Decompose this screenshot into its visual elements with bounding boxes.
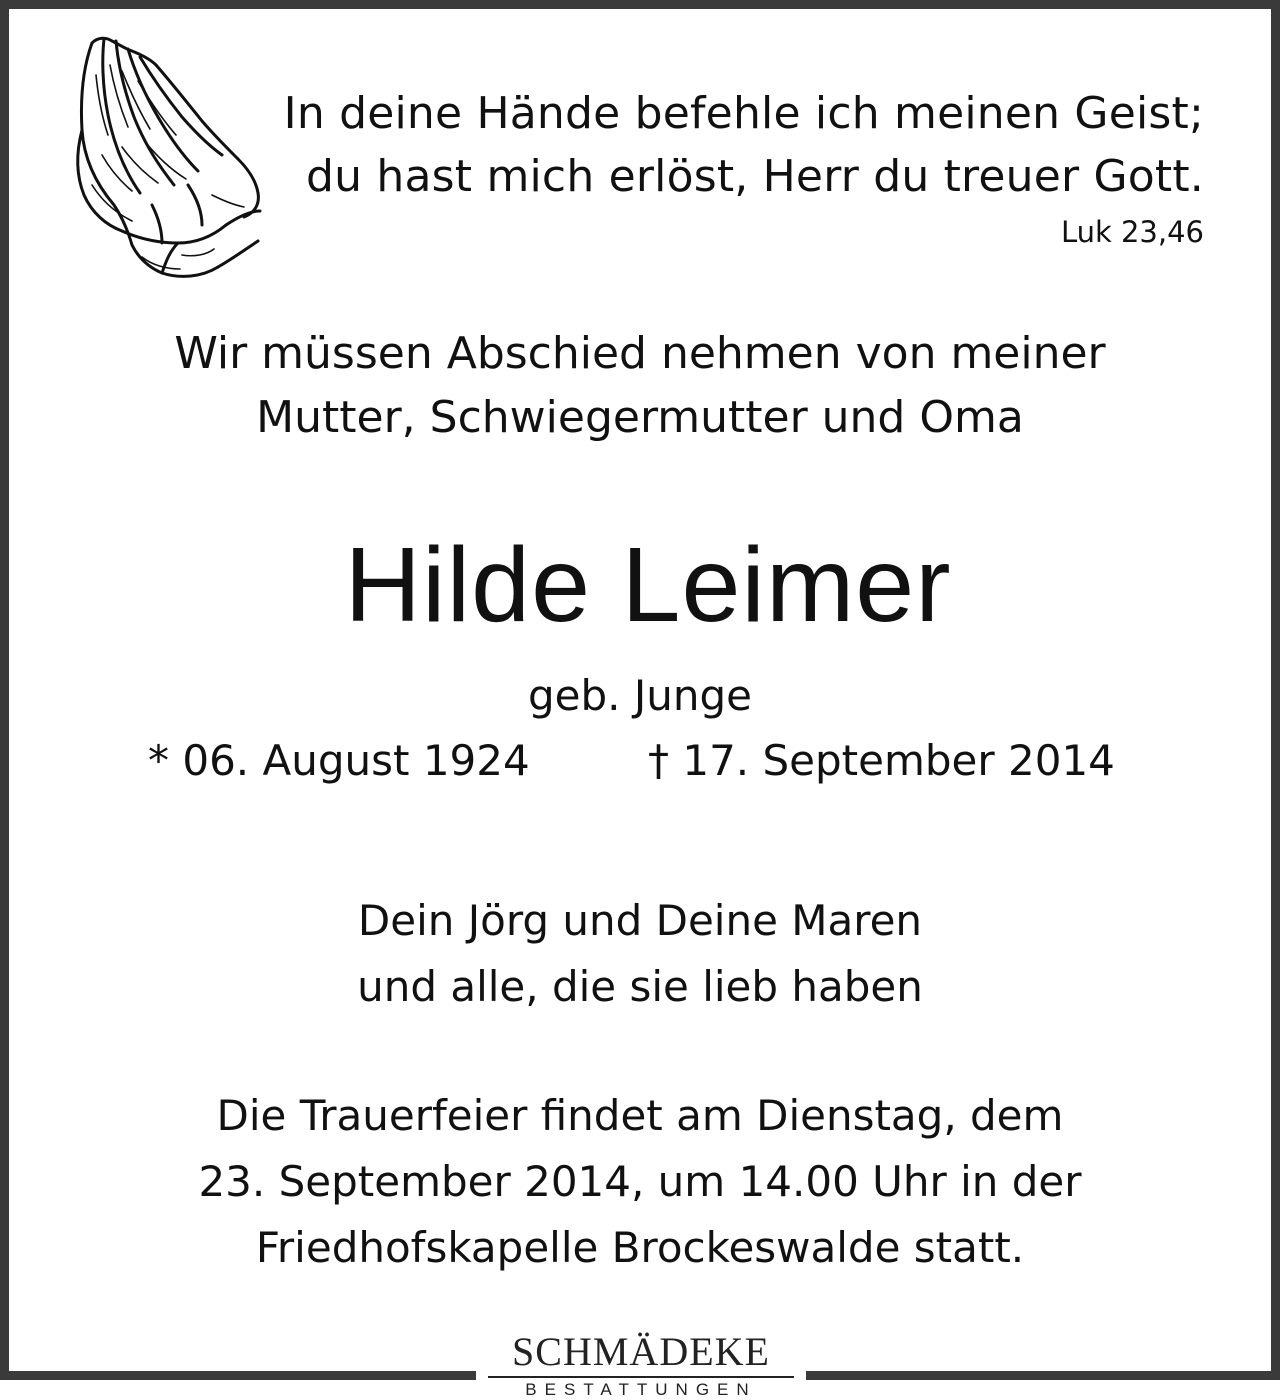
intro-line: Mutter, Schwiegermutter und Oma <box>256 392 1024 443</box>
frame-bottom-left-border <box>0 1371 476 1380</box>
logo-name: SCHMÄDEKE <box>512 1329 770 1374</box>
verse-line: In deine Hände befehle ich meinen Geist; <box>283 88 1204 139</box>
intro-text <box>0 322 1280 450</box>
bible-verse <box>244 82 1204 208</box>
death-date: † 17. September 2014 <box>648 736 1115 785</box>
deceased-name: Hilde Leimer <box>344 526 952 644</box>
service-line: Die Trauerfeier findet am Dienstag, dem <box>216 1091 1064 1140</box>
birth-date: * 06. August 1924 <box>148 736 530 785</box>
mourners-line: und alle, die sie lieb haben <box>357 962 923 1011</box>
mourners-line: Dein Jörg und Deine Maren <box>357 896 923 945</box>
verse-line: du hast mich erlöst, Herr du treuer Gott. <box>306 151 1204 202</box>
funeral-service-info <box>0 1083 1280 1281</box>
praying-hands-icon <box>62 35 267 280</box>
maiden-name: geb. Junge <box>528 671 752 720</box>
service-line: Friedhofskapelle Brockeswalde statt. <box>255 1223 1025 1272</box>
mourners <box>0 888 1280 1020</box>
service-line: 23. September 2014, um 14.00 Uhr in der <box>198 1157 1082 1206</box>
verse-reference: Luk 23,46 <box>1060 215 1204 249</box>
logo-divider <box>488 1376 794 1378</box>
funeral-home-logo <box>480 1330 802 1399</box>
frame-top-border <box>0 0 1280 9</box>
logo-subtitle: BESTATTUNGEN <box>525 1380 757 1399</box>
frame-bottom-right-border <box>806 1371 1280 1380</box>
intro-line: Wir müssen Abschied nehmen von meiner <box>174 328 1106 379</box>
